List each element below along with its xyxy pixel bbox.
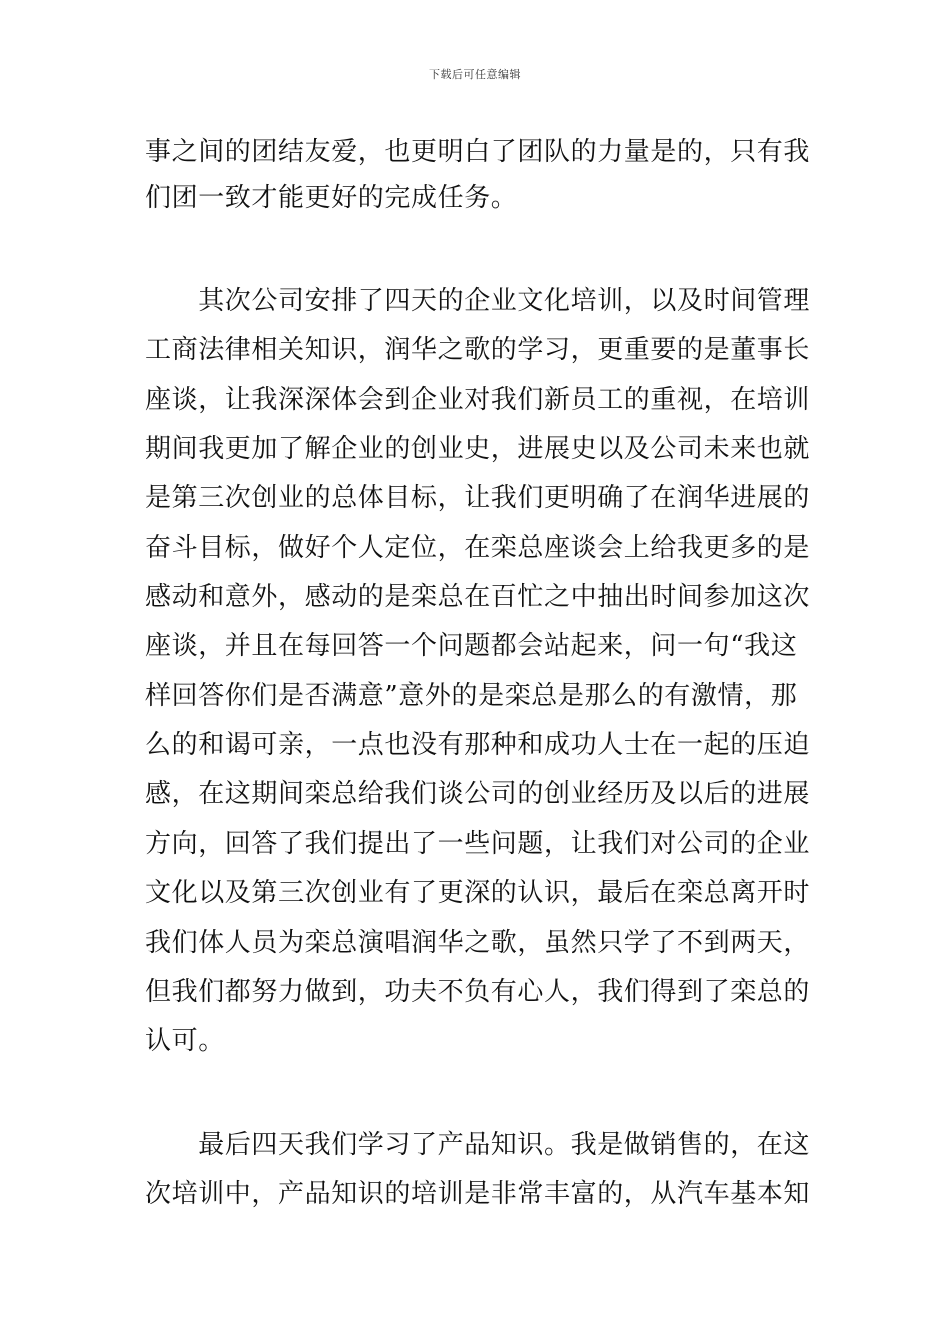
- text-line: 事之间的团结友爱，也更明白了团队的力量是的，只有我: [145, 137, 811, 167]
- text-line: 我们体人员为栾总演唱润华之歌，虽然只学了不到两天，: [145, 928, 811, 958]
- text-line: 座谈，让我深深体会到企业对我们新员工的重视，在培训: [145, 385, 811, 415]
- text-line: 但我们都努力做到，功夫不负有心人，我们得到了栾总的: [145, 977, 811, 1007]
- text-line: 感，在这期间栾总给我们谈公司的创业经历及以后的进展: [145, 779, 811, 809]
- text-line: 其次公司安排了四天的企业文化培训，以及时间管理: [145, 286, 811, 316]
- page-header: 下载后可任意编辑: [429, 68, 521, 81]
- text-line: 奋斗目标，做好个人定位，在栾总座谈会上给我更多的是: [145, 533, 811, 563]
- text-line: 文化以及第三次创业有了更深的认识，最后在栾总离开时: [145, 878, 811, 908]
- text-line: 们团一致才能更好的完成任务。: [145, 183, 518, 213]
- text-line: 期间我更加了解企业的创业史，进展史以及公司未来也就: [145, 434, 811, 464]
- text-line: 次培训中，产品知识的培训是非常丰富的，从汽车基本知: [145, 1179, 811, 1209]
- text-line: 认可。: [145, 1026, 225, 1056]
- text-line: 是第三次创业的总体目标，让我们更明确了在润华进展的: [145, 483, 811, 513]
- text-line: 样回答你们是否满意”意外的是栾总是那么的有激情，那: [145, 681, 798, 711]
- text-line: 最后四天我们学习了产品知识。我是做销售的，在这: [145, 1130, 811, 1160]
- text-line: 座谈，并且在每回答一个问题都会站起来，问一句“我这: [145, 631, 798, 661]
- text-line: 工商法律相关知识，润华之歌的学习，更重要的是董事长: [145, 335, 811, 365]
- text-line: 感动和意外，感动的是栾总在百忙之中抽出时间参加这次: [145, 582, 811, 612]
- text-line: 方向，回答了我们提出了一些问题，让我们对公司的企业: [145, 829, 811, 859]
- text-line: 么的和谒可亲，一点也没有那种和成功人士在一起的压迫: [145, 730, 811, 760]
